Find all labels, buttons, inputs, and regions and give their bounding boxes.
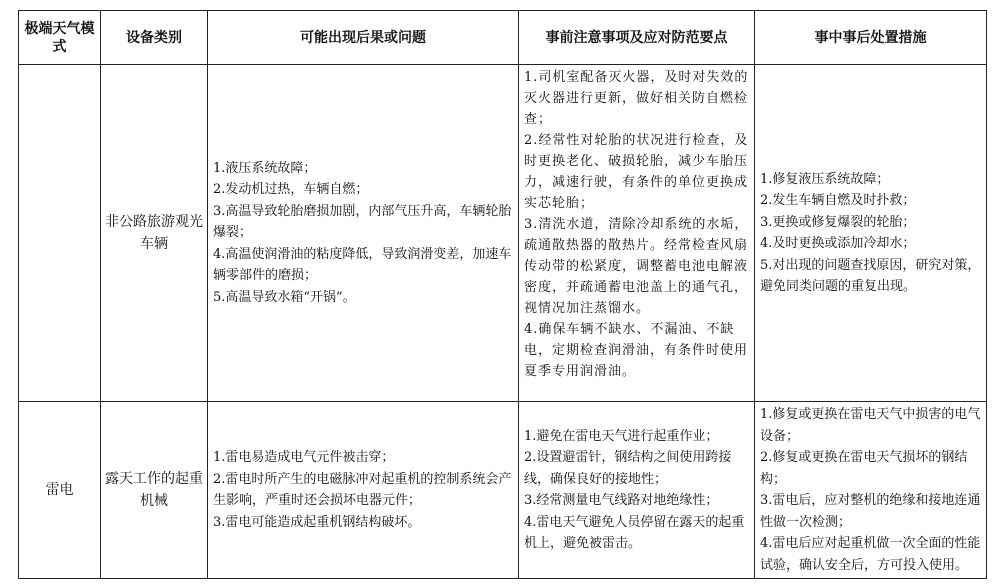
equipment-type-text: 露天工作的起重机械 — [105, 471, 203, 509]
list-item: 3.更换或修复爆裂的轮胎； — [760, 214, 916, 230]
list-item: 3.清洗水道，清除冷却系统的水垢，疏通散热器的散热片。经常检查风扇传动带的松紧度，调整蓄电池电解液密度，并疏通蓄电池盖上的通气孔，视情况加注蒸馏水。 — [524, 217, 749, 316]
list-item: 4.雷电天气避免人员停留在露天的起重机上，避免被雷击。 — [524, 514, 745, 551]
weather-mode-cell — [19, 65, 101, 402]
list-item: 1.雷电易造成电气元件被击穿； — [213, 450, 395, 465]
header-possible-consequences: 可能出现后果或问题 — [208, 11, 519, 65]
list-item: 1.液压系统故障； — [213, 160, 317, 176]
extreme-weather-table — [18, 10, 987, 579]
list-item: 2.发生车辆自燃及时扑救； — [760, 193, 916, 208]
equipment-type-cell — [101, 402, 208, 579]
header-row — [19, 11, 987, 65]
header-equipment-type: 设备类别 — [101, 11, 208, 65]
measures-cell — [755, 402, 987, 579]
equipment-type-cell — [101, 65, 208, 402]
list-item: 2.发动机过热，车辆自燃； — [213, 182, 369, 198]
list-item: 3.雷电后，应对整机的绝缘和接地连通性做一次检测； — [760, 493, 981, 530]
list-item: 4.确保车辆不缺水、不漏油、不缺电，定期检查润滑油，有条件时使用夏季专用润滑油。 — [524, 322, 749, 379]
table-row — [19, 402, 987, 579]
precautions-cell — [519, 65, 755, 402]
list-item: 1.避免在雷电天气进行起重作业； — [524, 428, 719, 444]
list-item: 2.雷电时所产生的电磁脉冲对起重机的控制系统会产生影响，严重时还会损坏电器元件； — [213, 471, 512, 508]
list-item: 2.设置避雷针，钢结构之间使用跨接线，确保良好的接地性； — [524, 450, 732, 487]
list-item: 3.经常测量电气线路对地绝缘性； — [524, 493, 719, 508]
measures-cell — [755, 65, 987, 402]
table-row — [19, 65, 987, 402]
list-item: 1.修复液压系统故障； — [760, 171, 890, 187]
list-item: 4.雷电后应对起重机做一次全面的性能试验，确认安全后，方可投入使用。 — [760, 536, 981, 573]
precautions-cell — [519, 402, 755, 579]
list-item: 5.对出现的问题查找原因，研究对策，避免同类问题的重复出现。 — [760, 257, 981, 294]
list-item: 3.雷电可能造成起重机钢结构破坏。 — [213, 514, 421, 530]
weather-mode-cell: 雷电 — [19, 402, 101, 579]
list-item: 1.司机室配备灭火器，及时对失效的灭火器进行更新，做好相关防自燃检查； — [524, 70, 749, 127]
header-handling-measures: 事中事后处置措施 — [755, 11, 987, 65]
consequences-cell — [208, 65, 519, 402]
list-item: 4.高温使润滑油的粘度降低，导致润滑变差，加速车辆零部件的磨损； — [213, 246, 512, 284]
equipment-type-text: 非公路旅游观光车辆 — [105, 214, 203, 252]
list-item: 1.修复或更换在雷电天气中损害的电气设备； — [760, 407, 981, 444]
list-item: 4.及时更换或添加冷却水； — [760, 236, 916, 251]
list-item: 5.高温导致水箱“开锅”。 — [213, 289, 356, 305]
list-item: 2.经常性对轮胎的状况进行检查，及时更换老化、破损轮胎，减少车胎压力，减速行驶，有条件的单位更换成实芯轮胎； — [524, 133, 749, 211]
header-precautions: 事前注意事项及应对防范要点 — [519, 11, 755, 65]
header-weather-mode: 极端天气模式 — [19, 11, 101, 65]
list-item: 2.修复或更换在雷电天气损坏的钢结构； — [760, 450, 968, 487]
consequences-cell — [208, 402, 519, 579]
list-item: 3.高温导致轮胎磨损加剧，内部气压升高，车辆轮胎爆裂； — [213, 203, 512, 241]
